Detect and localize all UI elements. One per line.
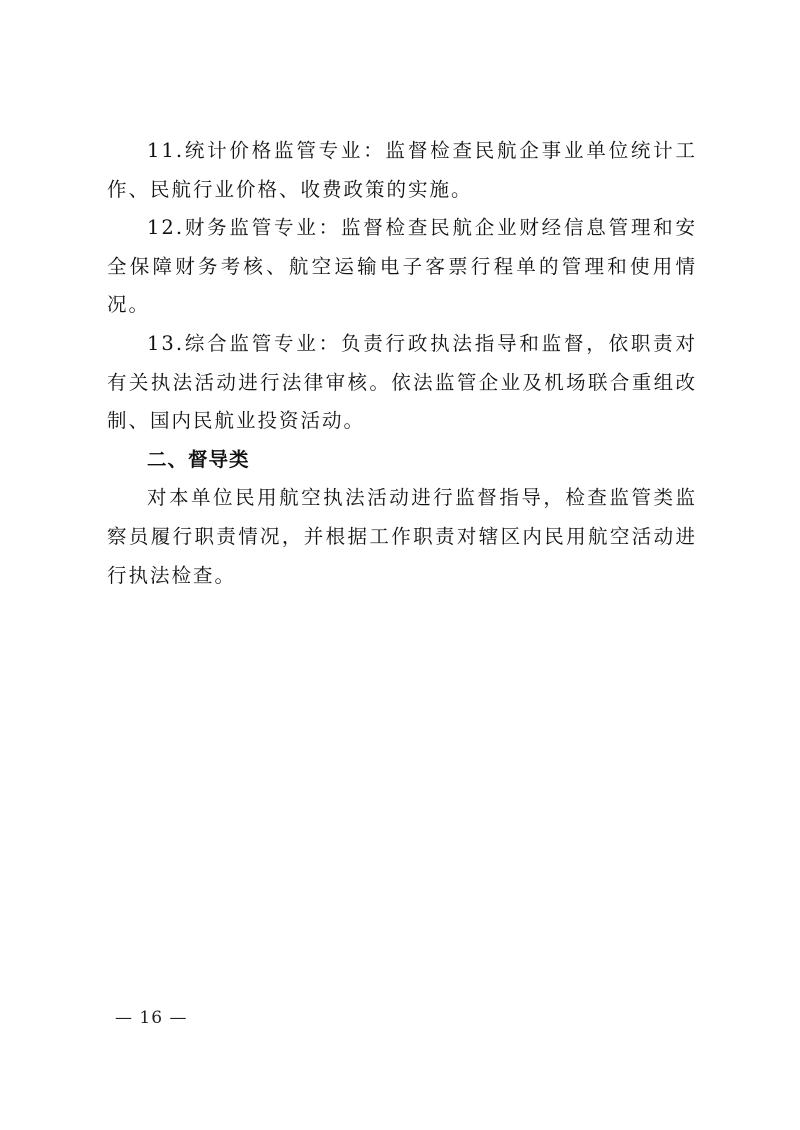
section-body: 对本单位民用航空执法活动进行监督指导，检查监管类监察员履行职责情况，并根据工作职责对辖区内民用航空活动进行执法检查。 [107, 486, 697, 587]
paragraph-title: 统计价格监管专业 [184, 139, 364, 162]
paragraph-number: 12. [147, 216, 185, 240]
paragraph-13 [107, 325, 697, 441]
paragraph-separator: ： [318, 216, 341, 240]
paragraph-11 [107, 132, 697, 209]
section-heading: 二、督导类 [147, 447, 250, 471]
paragraph-separator: ： [318, 331, 341, 355]
paragraph-number: 11. [147, 139, 185, 162]
document-body [107, 132, 697, 595]
paragraph-text: 负责行政执法指导和监督，依职责对有关执法活动进行法律审核。依法监管企业及机场联合重组改制、国内民航业投资活动。 [107, 331, 697, 433]
paragraph-title: 综合监管专业 [184, 331, 319, 355]
paragraph-title: 财务监管专业 [184, 216, 319, 240]
page-number: — 16 — [115, 1008, 188, 1028]
paragraph-12 [107, 209, 697, 325]
paragraph-number: 13. [147, 331, 185, 355]
paragraph-separator: ： [363, 139, 386, 162]
paragraph-text: 监督检查民航企业财经信息管理和安全保障财务考核、航空运输电子客票行程单的管理和使用情况。 [107, 216, 697, 317]
paragraph-text: 监督检查民航企事业单位统计工作、民航行业价格、收费政策的实施。 [107, 139, 697, 201]
